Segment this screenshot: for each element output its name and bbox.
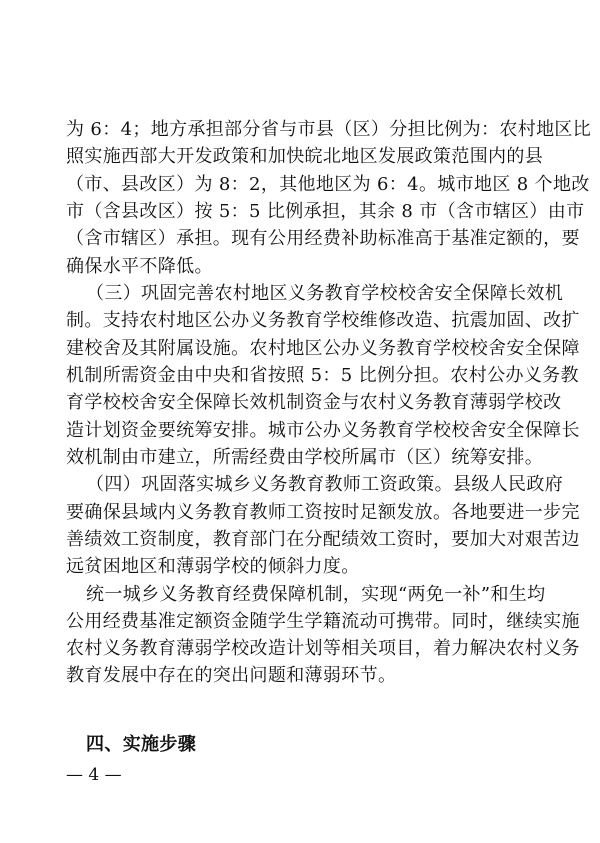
text-line: 农村义务教育薄弱学校改造计划等相关项目，着力解决农村义务 — [66, 638, 580, 659]
text-line: 远贫困地区和薄弱学校的倾斜力度。 — [66, 556, 360, 577]
text-line: 要确保县域内义务教育教师工资按时足额发放。各地要进一步完 — [66, 502, 580, 523]
text-line: 统一城乡义务教育经费保障机制，实现“两免一补”和生均 — [86, 584, 546, 605]
text-line: 机制所需资金由中央和省按照 5：5 比例分担。农村公办义务教 — [66, 365, 579, 386]
text-line: 制。支持农村地区公办义务教育学校维修改造、抗震加固、改扩 — [66, 310, 580, 331]
text-line: 效机制由市建立，所需经费由学校所属市（区）统筹安排。 — [66, 447, 544, 468]
text-line: 公用经费基准定额资金随学生学籍流动可携带。同时，继续实施 — [66, 611, 580, 632]
text-line: 为 6：4；地方承担部分省与市县（区）分担比例为：农村地区比 — [66, 119, 592, 140]
section-title-implementation: 四、实施步骤 — [86, 734, 197, 755]
text-line: （市、县改区）为 8：2，其他地区为 6：4。城市地区 8 个地改 — [66, 174, 590, 195]
text-line: 市（含县改区）按 5：5 比例承担，其余 8 市（含市辖区）由市 — [66, 201, 585, 222]
section-heading-3: （三）巩固完善农村地区义务教育学校校舍安全保障长效机 — [86, 283, 564, 304]
text-line: 确保水平不降低。 — [66, 256, 213, 277]
section-heading-4: （四）巩固落实城乡义务教育教师工资政策。县级人民政府 — [86, 474, 564, 495]
page-number: — 4 — — [66, 765, 122, 785]
text-line: （含市辖区）承担。现有公用经费补助标准高于基准定额的，要 — [66, 228, 580, 249]
text-line: 建校舍及其附属设施。农村地区公办义务教育学校校舍安全保障 — [66, 338, 580, 359]
text-line: 善绩效工资制度，教育部门在分配绩效工资时，要加大对艰苦边 — [66, 529, 580, 550]
text-line: 育学校校舍安全保障长效机制资金与农村义务教育薄弱学校改 — [66, 392, 562, 413]
text-line: 照实施西部大开发政策和加快皖北地区发展政策范围内的县 — [66, 146, 544, 167]
text-line: 教育发展中存在的突出问题和薄弱环节。 — [66, 665, 397, 686]
text-line: 造计划资金要统筹安排。城市公办义务教育学校校舍安全保障长 — [66, 420, 580, 441]
